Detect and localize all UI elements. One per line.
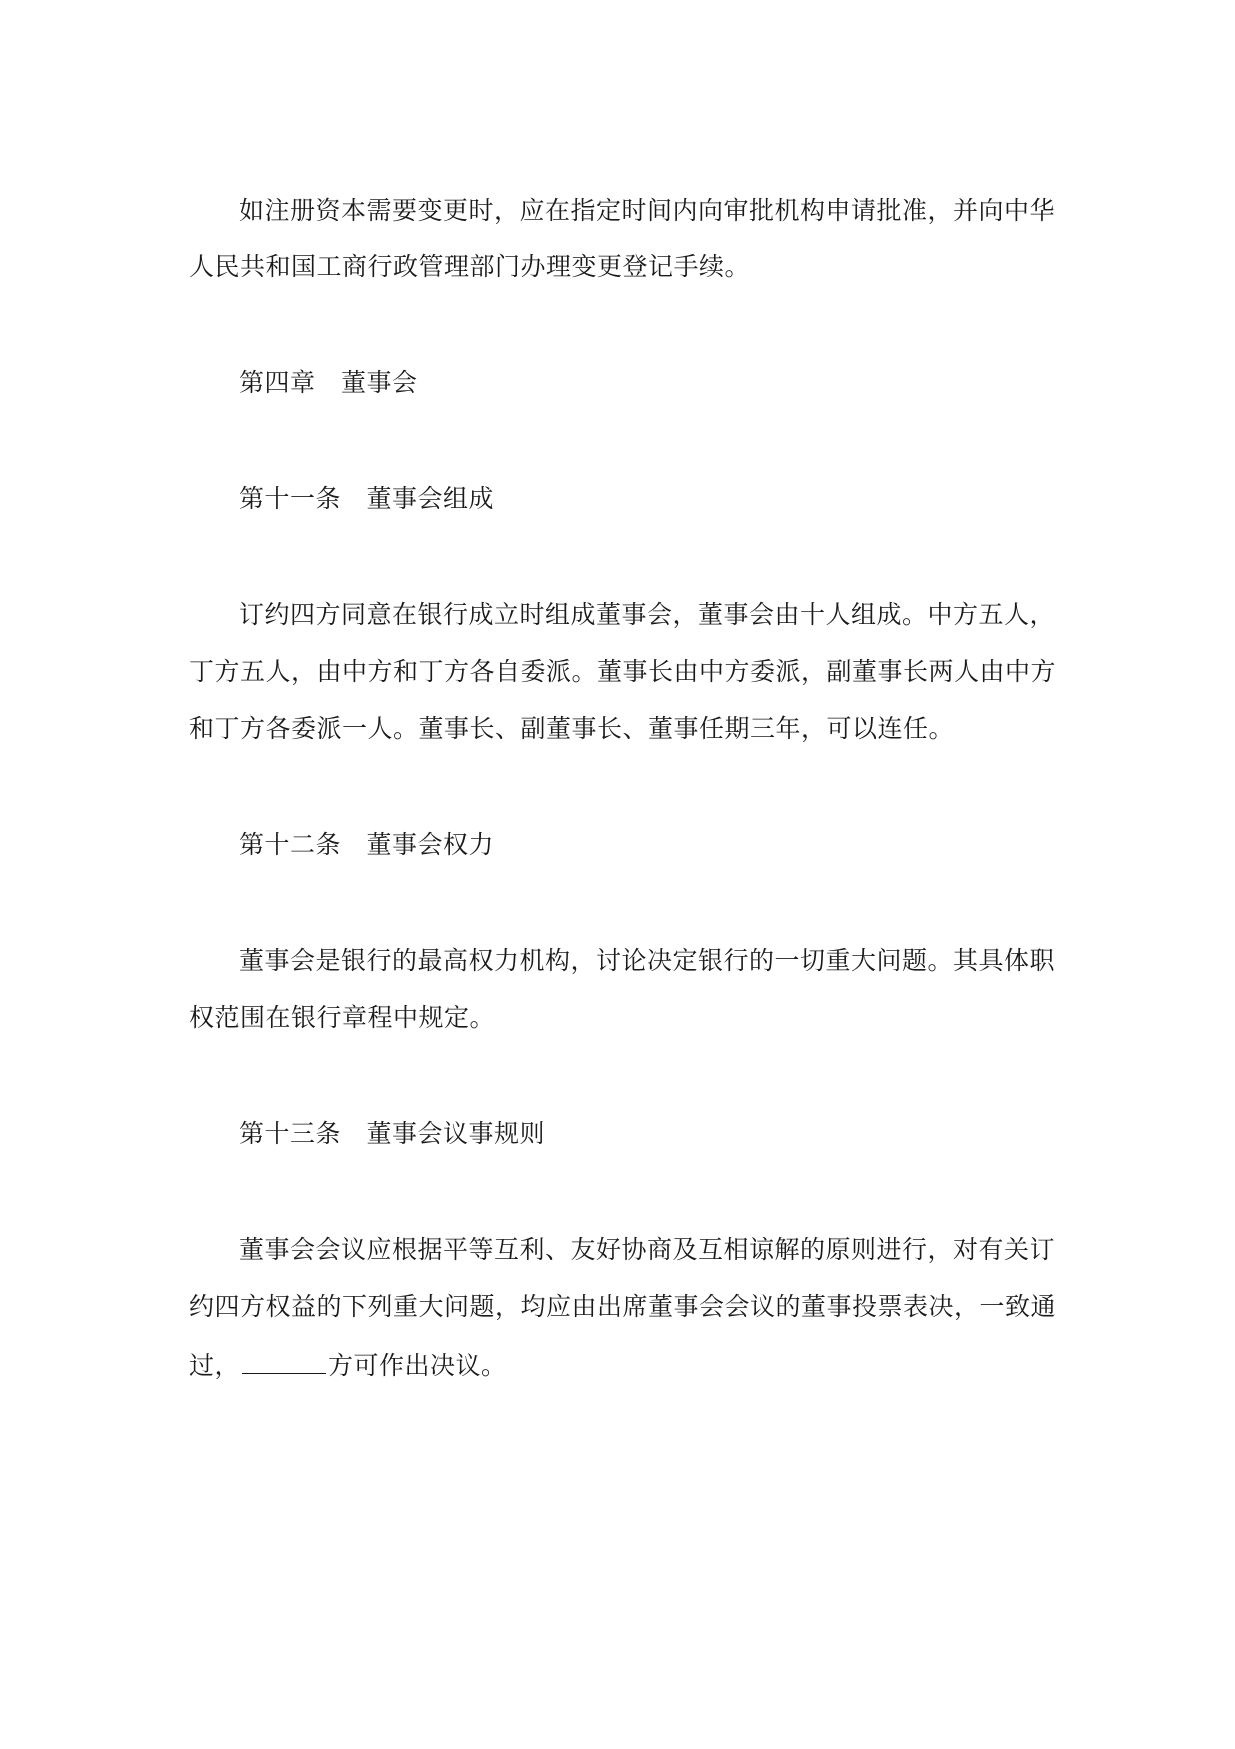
fill-in-blank [242, 1347, 326, 1374]
article-13-line-3 [189, 1347, 1049, 1383]
article-11-heading: 第十一条 董事会组成 [239, 484, 495, 513]
chapter-4-heading: 第四章 董事会 [239, 368, 418, 397]
article-13-line-1: 董事会会议应根据平等互利、友好协商及互相谅解的原则进行，对有关订 [239, 1235, 1056, 1264]
article-12-line-1: 董事会是银行的最高权力机构，讨论决定银行的一切重大问题。其具体职 [239, 946, 1056, 975]
article-13-line-2: 约四方权益的下列重大问题，均应由出席董事会会议的董事投票表决，一致通 [189, 1292, 1057, 1321]
article-12-line-2: 权范围在银行章程中规定。 [189, 1003, 496, 1032]
paragraph-registered-capital-line-1: 如注册资本需要变更时，应在指定时间内向审批机构申请批准，并向中华 [239, 196, 1056, 225]
article-11-line-3: 和丁方各委派一人。董事长、副董事长、董事任期三年，可以连任。 [189, 714, 955, 743]
article-11-line-2: 丁方五人，由中方和丁方各自委派。董事长由中方委派，副董事长两人由中方 [189, 657, 1057, 686]
article-13-line-3-tail: 方可作出决议。 [328, 1351, 507, 1380]
article-11-line-1: 订约四方同意在银行成立时组成董事会，董事会由十人组成。中方五人， [239, 600, 1056, 629]
article-12-heading: 第十二条 董事会权力 [239, 830, 495, 859]
paragraph-registered-capital-line-2: 人民共和国工商行政管理部门办理变更登记手续。 [189, 252, 751, 281]
article-13-line-3-lead: 过， [189, 1351, 241, 1380]
article-13-heading: 第十三条 董事会议事规则 [239, 1119, 546, 1148]
